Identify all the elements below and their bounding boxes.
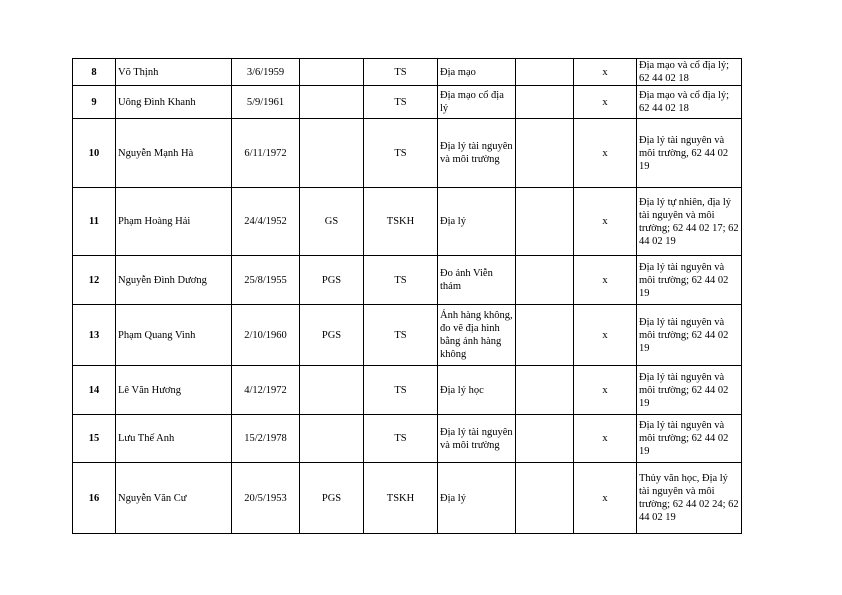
specialty-code: Địa mạo và cổ địa lý; 62 44 02 18: [637, 59, 742, 86]
person-name: Lê Văn Hương: [116, 366, 232, 415]
birth-date: 20/5/1953: [232, 463, 300, 534]
major: Địa mạo: [438, 59, 516, 86]
mark: x: [574, 305, 637, 366]
birth-date: 5/9/1961: [232, 86, 300, 119]
academic-title: PGS: [300, 463, 364, 534]
specialty-code: Địa lý tài nguyên và môi trường, 62 44 02 19: [637, 119, 742, 188]
table-row: [73, 415, 742, 463]
table-row: [73, 86, 742, 119]
mark: x: [574, 86, 637, 119]
extra-cell: [516, 256, 574, 305]
extra-cell: [516, 366, 574, 415]
degree: TS: [364, 415, 438, 463]
table-row: [73, 59, 742, 86]
person-name: Uông Đình Khanh: [116, 86, 232, 119]
degree: TSKH: [364, 188, 438, 256]
row-number: 12: [73, 256, 116, 305]
birth-date: 6/11/1972: [232, 119, 300, 188]
academic-title: PGS: [300, 305, 364, 366]
degree: TS: [364, 59, 438, 86]
row-number: 8: [73, 59, 116, 86]
birth-date: 15/2/1978: [232, 415, 300, 463]
row-number: 16: [73, 463, 116, 534]
degree: TSKH: [364, 463, 438, 534]
academic-title: PGS: [300, 256, 364, 305]
academic-title: [300, 119, 364, 188]
table-row: [73, 366, 742, 415]
staff-table: [72, 58, 742, 534]
person-name: Võ Thịnh: [116, 59, 232, 86]
academic-title: [300, 59, 364, 86]
major: Địa lý học: [438, 366, 516, 415]
extra-cell: [516, 86, 574, 119]
major: Đo ảnh Viễn thám: [438, 256, 516, 305]
mark: x: [574, 256, 637, 305]
table-row: [73, 256, 742, 305]
table-row: [73, 305, 742, 366]
degree: TS: [364, 366, 438, 415]
person-name: Phạm Hoàng Hải: [116, 188, 232, 256]
academic-title: GS: [300, 188, 364, 256]
person-name: Nguyễn Văn Cư: [116, 463, 232, 534]
extra-cell: [516, 415, 574, 463]
academic-title: [300, 86, 364, 119]
major: Địa mạo cổ địa lý: [438, 86, 516, 119]
specialty-code: Địa lý tài nguyên và môi trường; 62 44 02 19: [637, 366, 742, 415]
birth-date: 4/12/1972: [232, 366, 300, 415]
degree: TS: [364, 86, 438, 119]
row-number: 14: [73, 366, 116, 415]
birth-date: 3/6/1959: [232, 59, 300, 86]
specialty-code: Địa lý tài nguyên và môi trường; 62 44 02 19: [637, 256, 742, 305]
mark: x: [574, 59, 637, 86]
major: Địa lý tài nguyên và môi trường: [438, 119, 516, 188]
extra-cell: [516, 188, 574, 256]
birth-date: 24/4/1952: [232, 188, 300, 256]
person-name: Nguyễn Đình Dương: [116, 256, 232, 305]
major: Ảnh hàng không, đo vẽ địa hình bằng ảnh hàng không: [438, 305, 516, 366]
specialty-code: Thủy văn học, Địa lý tài nguyên và môi trường; 62 44 02 24; 62 44 02 19: [637, 463, 742, 534]
mark: x: [574, 415, 637, 463]
table-row: [73, 188, 742, 256]
table-row: [73, 463, 742, 534]
major: Địa lý tài nguyên và môi trường: [438, 415, 516, 463]
degree: TS: [364, 256, 438, 305]
row-number: 15: [73, 415, 116, 463]
table-row: [73, 119, 742, 188]
extra-cell: [516, 463, 574, 534]
row-number: 11: [73, 188, 116, 256]
specialty-code: Địa mạo và cổ địa lý; 62 44 02 18: [637, 86, 742, 119]
row-number: 13: [73, 305, 116, 366]
mark: x: [574, 119, 637, 188]
degree: TS: [364, 305, 438, 366]
person-name: Phạm Quang Vinh: [116, 305, 232, 366]
specialty-code: Địa lý tự nhiên, địa lý tài nguyên và môi trường; 62 44 02 17; 62 44 02 19: [637, 188, 742, 256]
person-name: Nguyễn Mạnh Hà: [116, 119, 232, 188]
major: Địa lý: [438, 463, 516, 534]
extra-cell: [516, 305, 574, 366]
degree: TS: [364, 119, 438, 188]
birth-date: 2/10/1960: [232, 305, 300, 366]
person-name: Lưu Thế Anh: [116, 415, 232, 463]
extra-cell: [516, 119, 574, 188]
major: Địa lý: [438, 188, 516, 256]
extra-cell: [516, 59, 574, 86]
mark: x: [574, 188, 637, 256]
row-number: 9: [73, 86, 116, 119]
mark: x: [574, 463, 637, 534]
birth-date: 25/8/1955: [232, 256, 300, 305]
mark: x: [574, 366, 637, 415]
specialty-code: Địa lý tài nguyên và môi trường; 62 44 02 19: [637, 305, 742, 366]
academic-title: [300, 415, 364, 463]
academic-title: [300, 366, 364, 415]
specialty-code: Địa lý tài nguyên và môi trường; 62 44 02 19: [637, 415, 742, 463]
row-number: 10: [73, 119, 116, 188]
